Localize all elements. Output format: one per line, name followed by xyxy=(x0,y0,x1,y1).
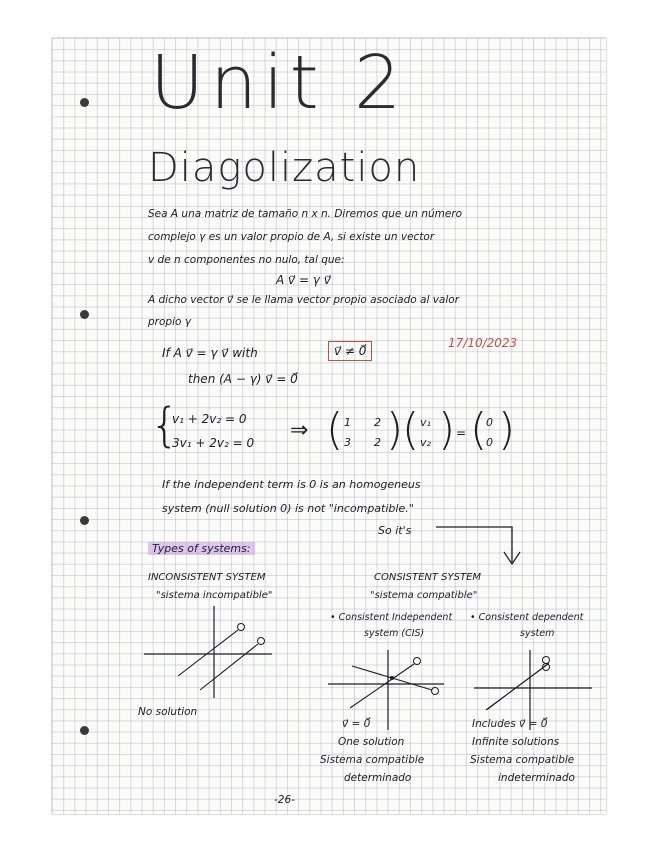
page-title: Unit 2 xyxy=(150,40,408,126)
if-line: If A v⃗ = γ v⃗ with xyxy=(162,346,258,360)
cis-caption: determinado xyxy=(344,772,412,784)
intro-line: v de n componentes no nulo, tal que: xyxy=(148,254,345,266)
matrix-entry: 2 xyxy=(374,436,381,449)
system-equation: 3v₁ + 2v₂ = 0 xyxy=(172,436,255,450)
homog-line: system (null solution 0) is not "incompatible." xyxy=(162,502,414,515)
matrix-entry: 2 xyxy=(374,416,381,429)
date-label: 17/10/2023 xyxy=(448,336,518,350)
types-heading: Types of systems: xyxy=(148,542,255,555)
coincident-lines-graph xyxy=(52,38,606,814)
inconsistent-caption: No solution xyxy=(138,706,198,718)
cis-caption: v⃗ = 0⃗ xyxy=(342,718,371,730)
vector-paren-left: ( xyxy=(402,404,420,455)
page-subtitle: Diagolization xyxy=(148,145,421,191)
inconsistent-subtitle: "sistema incompatible" xyxy=(156,590,273,601)
page-number: -26- xyxy=(274,794,295,806)
zero-paren-right: ) xyxy=(498,404,516,455)
implies-arrow: ⇒ xyxy=(290,418,309,443)
equals-sign: = xyxy=(456,426,467,440)
inconsistent-title: INCONSISTENT SYSTEM xyxy=(148,572,266,583)
vector-paren-right: ) xyxy=(438,404,456,455)
cds-caption: indeterminado xyxy=(498,772,575,784)
homog-line: If the independent term is 0 is an homogeneus xyxy=(162,478,421,491)
vector-entry: v₁ xyxy=(420,416,431,429)
matrix-entry: 3 xyxy=(344,436,351,449)
consistent-title: CONSISTENT SYSTEM xyxy=(374,572,482,583)
intro-line: Sea A una matriz de tamaño n x n. Diremos que un número xyxy=(148,208,463,220)
cis-title: • Consistent Independent xyxy=(330,612,453,623)
boxed-condition: v⃗ ≠ 0⃗ xyxy=(328,341,372,361)
cis-caption: Sistema compatible xyxy=(320,754,425,766)
notebook-page xyxy=(52,38,606,814)
matrix-paren-right: ) xyxy=(386,404,404,455)
intro-line: complejo γ es un valor propio de A, si existe un vector xyxy=(148,231,435,243)
matrix-paren-left: ( xyxy=(326,404,344,455)
system-equation: v₁ + 2v₂ = 0 xyxy=(172,412,247,426)
zero-paren-left: ( xyxy=(470,404,488,455)
zero-entry: 0 xyxy=(486,416,493,429)
cds-caption: Sistema compatible xyxy=(470,754,575,766)
main-equation: A v⃗ = γ v⃗ xyxy=(276,273,331,287)
zero-entry: 0 xyxy=(486,436,493,449)
then-line: then (A − γ) v⃗ = 0⃗ xyxy=(188,372,298,386)
cds-caption: Infinite solutions xyxy=(472,736,560,748)
cis-caption: One solution xyxy=(338,736,405,748)
system-brace: { xyxy=(150,398,180,452)
cds-caption: Includes v⃗ = 0⃗ xyxy=(472,718,548,730)
cis-title-2: system (CIS) xyxy=(364,628,425,639)
cds-title-2: system xyxy=(520,628,555,639)
so-its-label: So it's xyxy=(378,524,412,537)
vector-line: A dicho vector v⃗ se le llama vector propio asociado al valor xyxy=(148,294,460,306)
vector-entry: v₂ xyxy=(420,436,431,449)
matrix-entry: 1 xyxy=(344,416,351,429)
consistent-subtitle: "sistema compatible" xyxy=(370,590,478,601)
vector-line: propio γ xyxy=(148,316,191,328)
cds-title: • Consistent dependent xyxy=(470,612,584,623)
